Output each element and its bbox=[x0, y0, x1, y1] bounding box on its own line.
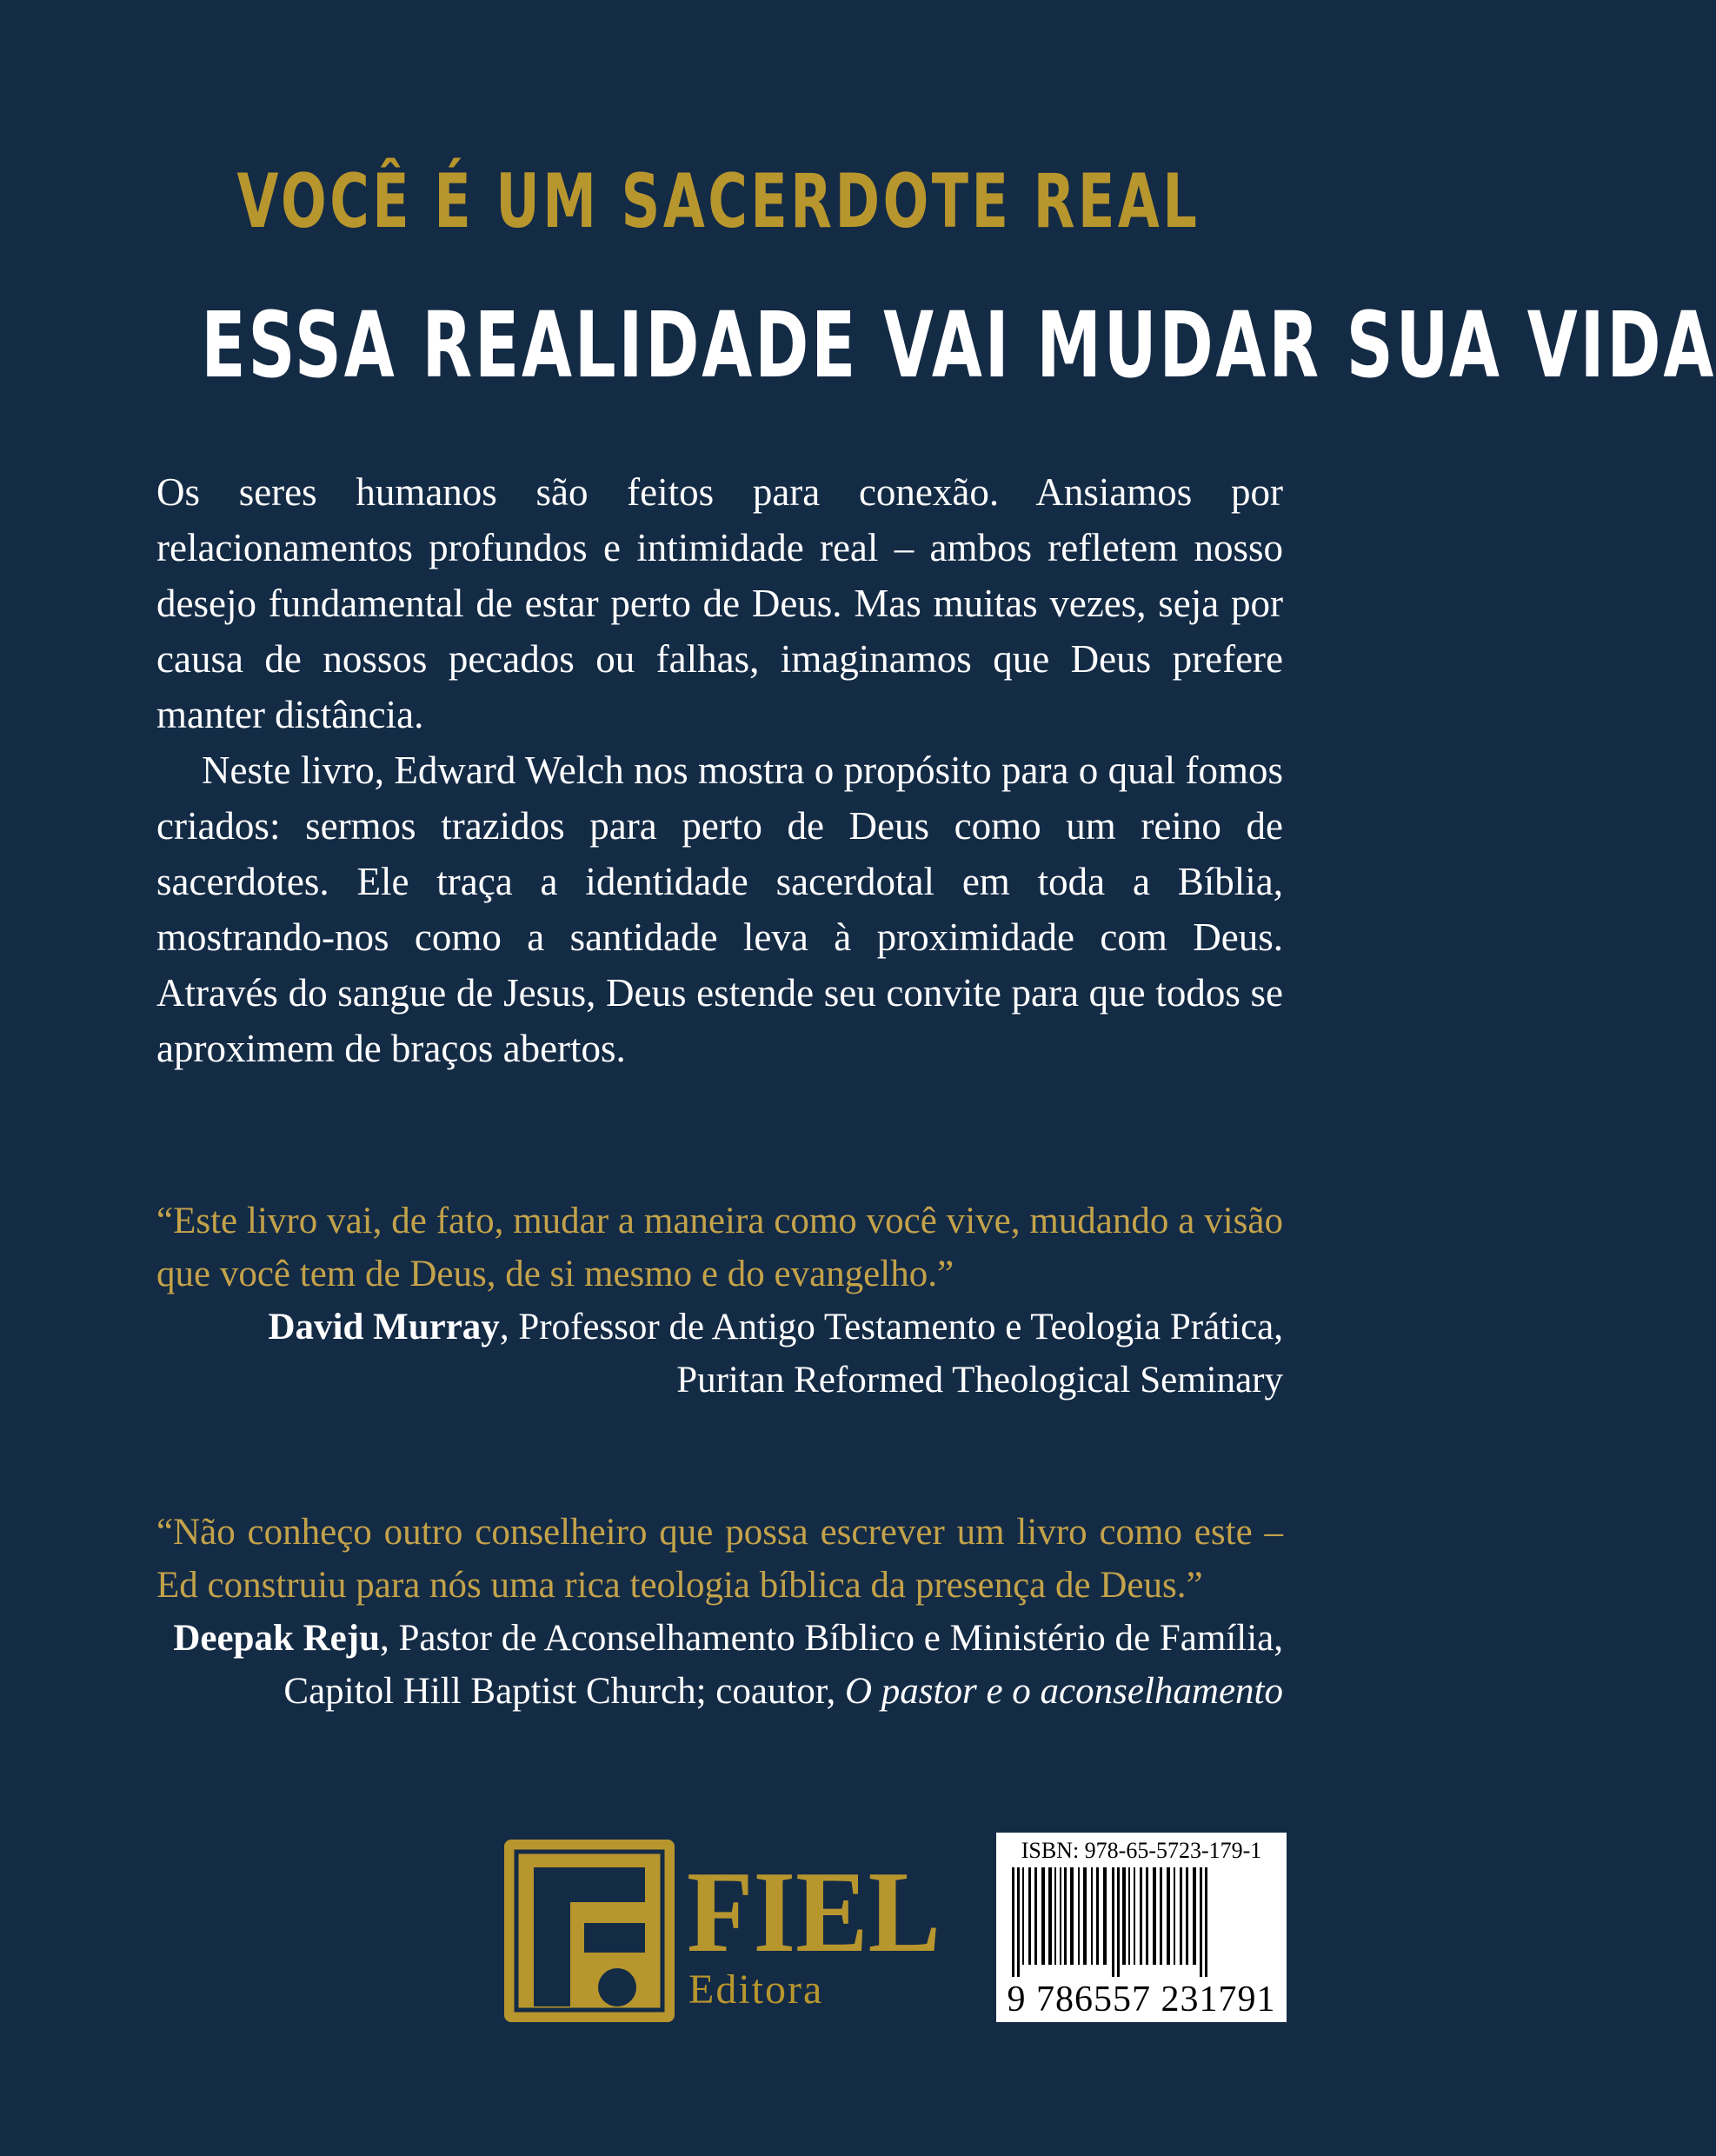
publisher-logo bbox=[504, 1840, 948, 2024]
endorsement-1 bbox=[156, 1194, 1283, 1407]
barcode-digits: 9 786557 231791 bbox=[1007, 1980, 1276, 2020]
barcode-bars-icon bbox=[1005, 1867, 1278, 1977]
headline-line-2: ESSA REALIDADE VAI MUDAR SUA VIDA bbox=[201, 292, 1716, 398]
endorsement-quote: “Não conheço outro conselheiro que possa escrever um livro como este – Ed construiu para nós uma rica teologia bíblica da presença de Deus.” bbox=[156, 1512, 1283, 1606]
fiel-logo-icon bbox=[504, 1840, 948, 2024]
endorsement-quote: “Este livro vai, de fato, mudar a maneira como você vive, mudando a visão que você tem de Deus, de si mesmo e do evangelho.” bbox=[156, 1201, 1283, 1294]
isbn-barcode bbox=[996, 1833, 1287, 2022]
synopsis-paragraph-1: Os seres humanos são feitos para conexão. Ansiamos por relacionamentos profundos e intimidade real – ambos refletem nosso desejo fundamental de estar perto de Deus. Mas muitas vezes, seja por causa de nossos pecados ou falhas, imaginamos que Deus prefere manter distância. bbox=[156, 470, 1283, 736]
endorsement-attribution bbox=[156, 1612, 1283, 1718]
endorsement-attribution bbox=[156, 1301, 1283, 1407]
endorser-name: Deepak Reju bbox=[173, 1618, 380, 1659]
publisher-subtitle: Editora bbox=[688, 1966, 824, 2013]
publisher-name: FIEL bbox=[687, 1847, 941, 1976]
isbn-label: ISBN: 978-65-5723-179-1 bbox=[1021, 1838, 1262, 1863]
endorser-affiliation: , Professor de Antigo Testamento e Teologia Prática, Puritan Reformed Theological Seminary bbox=[499, 1307, 1283, 1401]
endorser-affiliation: , Pastor de Aconselhamento Bíblico e Ministério de Família, Capitol Hill Baptist Church; coautor, bbox=[283, 1618, 1283, 1712]
endorser-name: David Murray bbox=[268, 1307, 500, 1348]
endorsement-2 bbox=[156, 1506, 1283, 1718]
synopsis-paragraph-2: Neste livro, Edward Welch nos mostra o propósito para o qual fomos criados: sermos trazidos para perto de Deus como um reino de sacerdotes. Ele traça a identidade sacerdotal em toda a Bíblia, mostrando-nos como a santidade leva à proximidade com Deus. Através do sangue de Jesus, Deus estende seu convite para que todos se aproximem de braços abertos. bbox=[156, 749, 1283, 1070]
synopsis bbox=[156, 464, 1283, 1076]
headline-line-1: VOCÊ É UM SACERDOTE REAL bbox=[236, 158, 1201, 245]
endorser-book-title: O pastor e o aconselhamento bbox=[845, 1671, 1283, 1712]
